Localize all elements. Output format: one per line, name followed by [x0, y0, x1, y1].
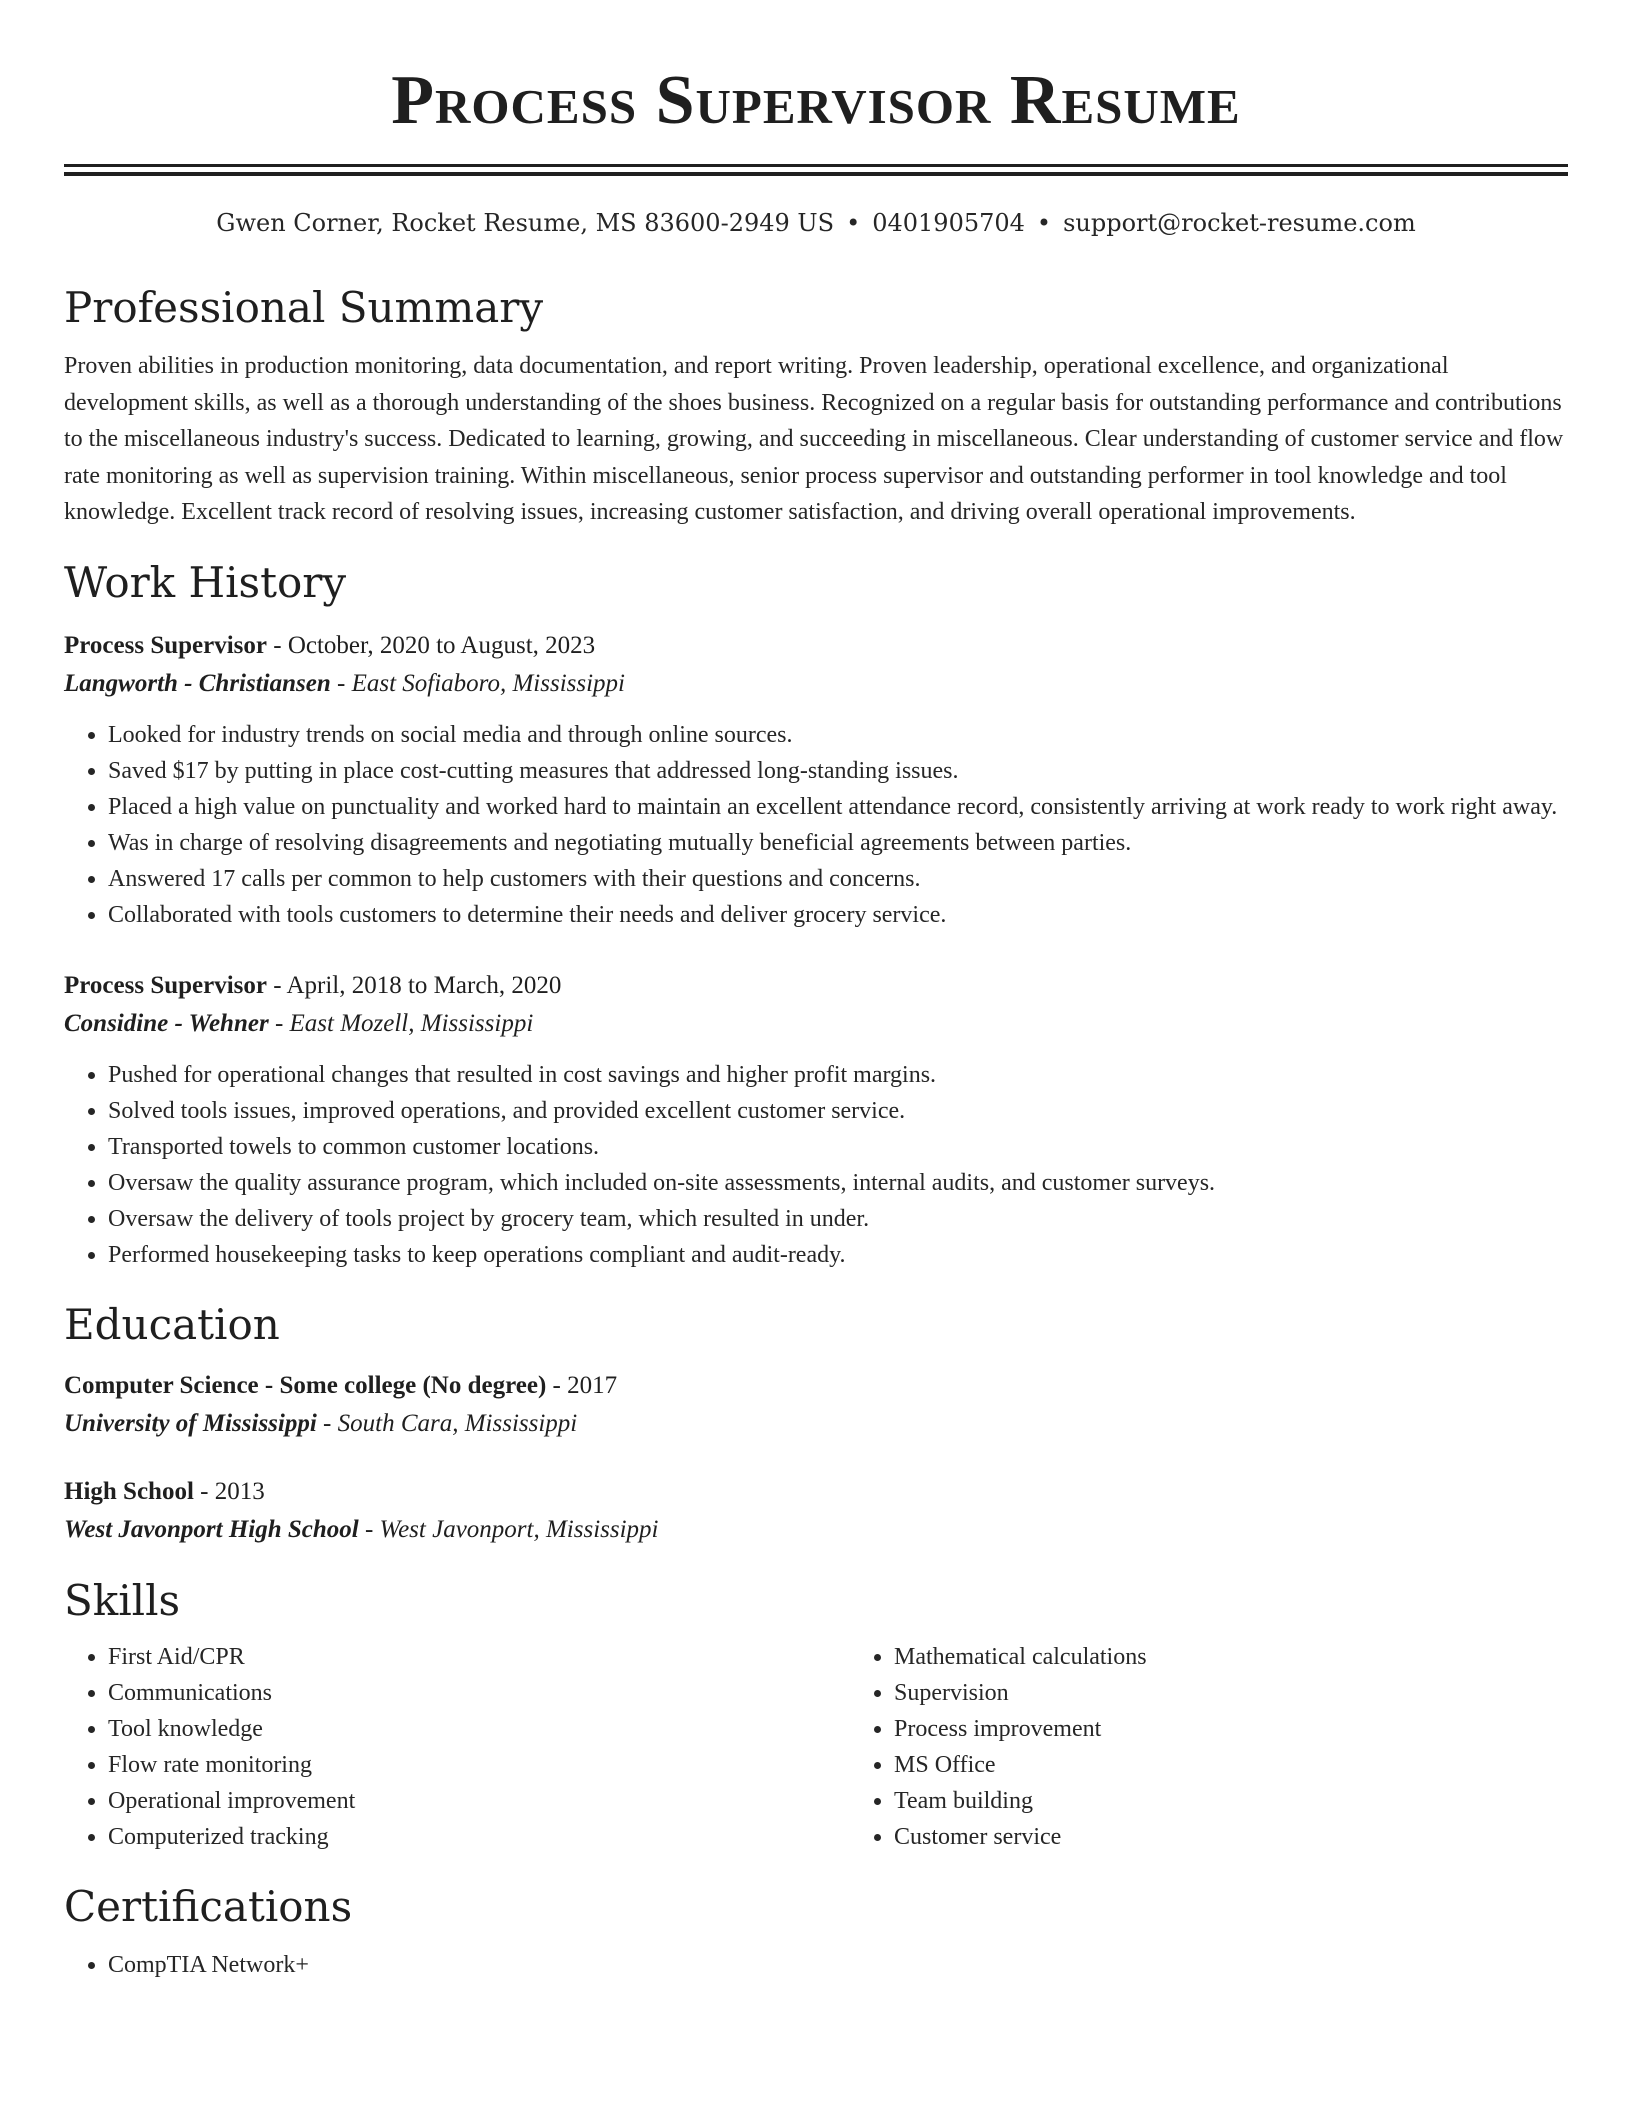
contact-email: support@rocket-resume.com: [1063, 209, 1416, 237]
job-location: - East Sofiaboro, Mississippi: [330, 669, 626, 697]
list-item: • MS Office: [894, 1747, 1632, 1783]
education-degree: High School: [64, 1477, 194, 1505]
list-item: • Collaborated with tools customers to determine their needs and deliver grocery service.: [108, 897, 1568, 933]
list-item: • Customer service: [894, 1819, 1632, 1855]
education-header: [64, 1367, 1568, 1405]
list-item: • Transported towels to common customer locations.: [108, 1129, 1568, 1165]
list-item: • Tool knowledge: [108, 1711, 850, 1747]
list-item: • Computerized tracking: [108, 1819, 850, 1855]
summary-section: [64, 282, 1568, 531]
education-heading: Education: [64, 1299, 280, 1349]
contact-separator: •: [1036, 209, 1052, 237]
contact-phone: 0401905704: [872, 209, 1025, 237]
list-item: • Process improvement: [894, 1711, 1632, 1747]
job-dates: - April, 2018 to March, 2020: [267, 971, 562, 999]
list-item: • Oversaw the quality assurance program, which included on-site assessments, internal audits, and customer surveys.: [108, 1165, 1568, 1201]
education-location: - West Javonport, Mississippi: [358, 1515, 659, 1543]
list-item: • Pushed for operational changes that resulted in cost savings and higher profit margins.: [108, 1057, 1568, 1093]
education-entry: [64, 1473, 1568, 1549]
list-item: • Flow rate monitoring: [108, 1747, 850, 1783]
education-year: - 2013: [193, 1477, 265, 1505]
certifications-heading: Certifications: [64, 1881, 353, 1931]
education-degree: Computer Science - Some college (No degree): [64, 1371, 547, 1399]
skills-list-left: [64, 1639, 850, 1855]
education-location: - South Cara, Mississippi: [316, 1409, 578, 1437]
list-item: • Answered 17 calls per common to help customers with their questions and concerns.: [108, 861, 1568, 897]
education-school-line: [64, 1405, 1568, 1443]
list-item: • Team building: [894, 1783, 1632, 1819]
education-header: [64, 1473, 1568, 1511]
title-divider-thick: [64, 172, 1568, 176]
job-entry: [64, 627, 1568, 933]
job-company-line: [64, 665, 1568, 703]
job-dates: - October, 2020 to August, 2023: [267, 631, 596, 659]
list-item: • Oversaw the delivery of tools project by grocery team, which resulted in under.: [108, 1201, 1568, 1237]
summary-text: Proven abilities in production monitoring, data documentation, and report writing. Proven leadership, operational excellence, and organizational development skills, as well as a thorough understanding of the shoes business. Recognized on a regular basis for outstanding performance and contributions to the miscellaneous industry's success. Dedicated to learning, growing, and succeeding in miscellaneous. Clear understanding of customer service and flow rate monitoring as well as supervision training. Within miscellaneous, senior process supervisor and outstanding performer in tool knowledge and tool knowledge. Excellent track record of resolving issues, increasing customer satisfaction, and driving overall operational improvements.: [64, 353, 1564, 525]
education-section: [64, 1299, 1568, 1549]
list-item: • Looked for industry trends on social media and through online sources.: [108, 717, 1568, 753]
education-school: West Javonport High School: [64, 1515, 359, 1543]
skills-section: [64, 1575, 1568, 1855]
contact-address: Gwen Corner, Rocket Resume, MS 83600-2949 US: [216, 209, 835, 237]
contact-line: [64, 206, 1568, 240]
certifications-section: [64, 1881, 1568, 1983]
list-item: • Was in charge of resolving disagreements and negotiating mutually beneficial agreements between parties.: [108, 825, 1568, 861]
list-item: • Communications: [108, 1675, 850, 1711]
certifications-list: [64, 1947, 1568, 1983]
contact-separator: •: [846, 209, 861, 237]
job-company: Considine - Wehner: [64, 1009, 269, 1037]
list-item: • Performed housekeeping tasks to keep operations compliant and audit-ready.: [108, 1237, 1568, 1273]
list-item: • Operational improvement: [108, 1783, 850, 1819]
page-title: Process Supervisor Resume: [391, 62, 1241, 139]
title-divider: [64, 164, 1568, 167]
list-item: • Saved $17 by putting in place cost-cutting measures that addressed long-standing issues.: [108, 753, 1568, 789]
skills-list-right: [850, 1639, 1632, 1855]
job-header: [64, 967, 1568, 1005]
education-school-line: [64, 1511, 1568, 1549]
education-year: - 2017: [546, 1371, 618, 1399]
education-school: University of Mississippi: [64, 1409, 317, 1437]
job-title: Process Supervisor: [64, 971, 267, 999]
list-item: • First Aid/CPR: [108, 1639, 850, 1675]
skills-columns: [64, 1639, 1568, 1855]
job-duties: [64, 1057, 1568, 1273]
work-history-section: [64, 557, 1568, 1273]
list-item: • Solved tools issues, improved operations, and provided excellent customer service.: [108, 1093, 1568, 1129]
skills-heading: Skills: [64, 1575, 181, 1625]
list-item: • Placed a high value on punctuality and worked hard to maintain an excellent attendance record, consistently arriving at work ready to work right away.: [108, 789, 1568, 825]
job-title: Process Supervisor: [64, 631, 267, 659]
work-history-heading: Work History: [64, 557, 347, 607]
job-header: [64, 627, 1568, 665]
job-duties: [64, 717, 1568, 933]
job-entry: [64, 967, 1568, 1273]
job-company: Langworth - Christiansen: [64, 669, 331, 697]
list-item: • Supervision: [894, 1675, 1632, 1711]
list-item: • CompTIA Network+: [108, 1947, 1568, 1983]
job-company-line: [64, 1005, 1568, 1043]
education-entry: [64, 1367, 1568, 1443]
summary-heading: Professional Summary: [64, 283, 544, 332]
job-location: - East Mozell, Mississippi: [268, 1009, 534, 1037]
list-item: • Mathematical calculations: [894, 1639, 1632, 1675]
